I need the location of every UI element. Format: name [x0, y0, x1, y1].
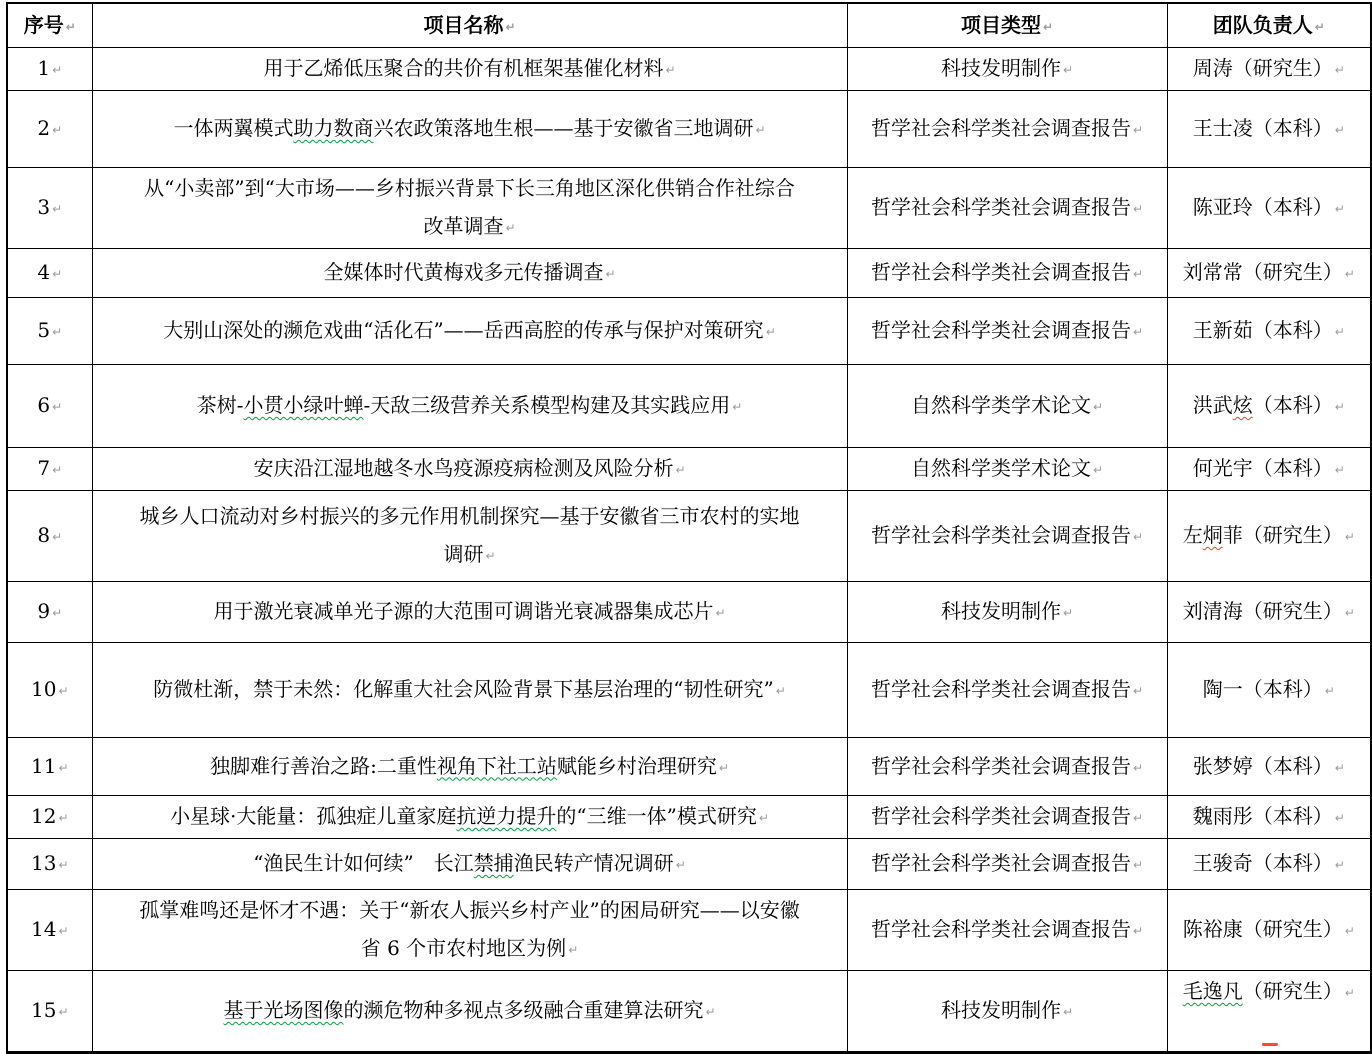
paragraph-mark-icon: ↵: [1334, 463, 1345, 477]
column-header-project-type: [847, 3, 1167, 48]
project-name-cell: [92, 48, 847, 91]
table-row: [7, 796, 1371, 839]
text-segment: 孤掌难鸣还是怀才不遇：关于“新农人振兴乡村产业”的困局研究——以安徽: [139, 898, 800, 922]
project-name-cell: [92, 839, 847, 890]
paragraph-mark-icon: ↵: [1334, 325, 1345, 339]
text-segment: 菲（研究生）: [1222, 523, 1343, 547]
project-type: 哲学社会科学类社会调查报告: [870, 677, 1131, 701]
serial-number: 9: [37, 599, 51, 623]
project-name-cell: [92, 971, 847, 1053]
paragraph-mark-icon: ↵: [1334, 63, 1345, 77]
serial-number: 1: [37, 56, 51, 80]
paragraph-mark-icon: ↵: [1344, 530, 1355, 544]
serial-number: 3: [37, 195, 51, 219]
text-segment: （本科）: [1252, 393, 1333, 417]
project-type: 哲学社会科学类社会调查报告: [870, 851, 1131, 875]
text-segment: 陶一（本科）: [1202, 677, 1323, 701]
project-type: 哲学社会科学类社会调查报告: [870, 523, 1131, 547]
paragraph-mark-icon: ↵: [1132, 924, 1144, 938]
misspelled-text-segment: 毛逸凡: [1182, 979, 1243, 1003]
table-row: [7, 582, 1371, 643]
team-leader-cell: [1167, 643, 1371, 738]
column-header-label: 项目类型: [960, 12, 1041, 37]
serial-number-cell: [7, 91, 92, 168]
serial-number: 4: [37, 260, 51, 284]
text-segment: -天敌三级营养关系模型构建及其实践应用: [363, 393, 731, 417]
paragraph-mark-icon: ↵: [52, 325, 63, 339]
text-segment: 用于激光衰减单光子源的大范围可调谐光衰减器集成芯片: [213, 599, 714, 623]
misspelled-text-segment: 小贯小绿叶蝉: [243, 393, 364, 417]
team-leader-cell: [1167, 491, 1371, 582]
serial-number-cell: [7, 448, 92, 491]
misspelled-text-segment: 抗逆力提升: [456, 804, 557, 828]
text-segment: 大别山深处的濒危戏曲“活化石”——岳西高腔的传承与保护对策研究: [163, 318, 764, 342]
team-leader-cell: [1167, 738, 1371, 796]
text-segment: 的“三维一体”模式研究: [556, 804, 757, 828]
red-dash-mark-icon: [1262, 1043, 1278, 1046]
project-type: 自然科学类学术论文: [910, 456, 1091, 480]
team-leader-cell: [1167, 839, 1371, 890]
paragraph-mark-icon: ↵: [52, 463, 63, 477]
text-segment: 王新茹（本科）: [1192, 318, 1333, 342]
serial-number-cell: [7, 491, 92, 582]
team-leader-cell: [1167, 91, 1371, 168]
serial-number: 14: [30, 917, 57, 941]
paragraph-mark-icon: ↵: [755, 123, 766, 137]
table-row: [7, 91, 1371, 168]
serial-number: 2: [37, 116, 51, 140]
text-segment: 赋能乡村治理研究: [556, 753, 717, 778]
project-type-cell: [847, 365, 1167, 448]
table-row: [7, 491, 1371, 582]
serial-number: 7: [37, 456, 51, 480]
paragraph-mark-icon: ↵: [1062, 606, 1074, 620]
project-type: 科技发明制作: [940, 56, 1061, 80]
text-segment: 渔民转产情况调研: [513, 851, 674, 875]
paragraph-mark-icon: ↵: [58, 811, 69, 825]
text-segment: 改革调查: [423, 214, 504, 238]
serial-number-cell: [7, 890, 92, 971]
serial-number: 11: [30, 753, 57, 778]
misspelled-text-segment: 禁捕: [473, 851, 514, 875]
team-leader-cell: [1167, 971, 1371, 1053]
project-type-cell: [847, 796, 1167, 839]
project-name-cell: [92, 643, 847, 738]
serial-number: 5: [37, 318, 51, 342]
table-row: [7, 298, 1371, 365]
paragraph-mark-icon: ↵: [1314, 19, 1325, 34]
text-segment: 左: [1182, 523, 1203, 547]
text-segment: 刘清海（研究生）: [1182, 599, 1343, 623]
column-header-label: 序号: [23, 12, 64, 37]
project-type: 哲学社会科学类社会调查报告: [870, 917, 1131, 941]
project-type: 哲学社会科学类社会调查报告: [870, 318, 1131, 342]
paragraph-mark-icon: ↵: [1062, 63, 1074, 77]
serial-number-cell: [7, 971, 92, 1053]
project-type-cell: [847, 249, 1167, 298]
text-segment: 周涛（研究生）: [1192, 56, 1333, 80]
projects-table: [6, 2, 1372, 1054]
table-row: [7, 971, 1371, 1053]
project-type-cell: [847, 168, 1167, 249]
paragraph-mark-icon: ↵: [58, 684, 69, 698]
paragraph-mark-icon: ↵: [1344, 606, 1355, 620]
paragraph-mark-icon: ↵: [732, 400, 743, 414]
paragraph-mark-icon: ↵: [758, 811, 769, 825]
project-type-cell: [847, 48, 1167, 91]
text-segment: 王骏奇（本科）: [1192, 851, 1333, 875]
text-segment: 张梦婷（本科）: [1192, 753, 1333, 778]
project-name-cell: [92, 91, 847, 168]
team-leader-cell: [1167, 365, 1371, 448]
paragraph-mark-icon: ↵: [1132, 123, 1144, 137]
table-row: [7, 48, 1371, 91]
misspelled-text-segment: 炫: [1232, 393, 1253, 417]
paragraph-mark-icon: ↵: [1334, 858, 1345, 872]
text-segment: 魏雨彤（本科）: [1192, 804, 1333, 828]
serial-number-cell: [7, 796, 92, 839]
table-row: [7, 168, 1371, 249]
paragraph-mark-icon: ↵: [1334, 123, 1345, 137]
paragraph-mark-icon: ↵: [1092, 400, 1104, 414]
serial-number-cell: [7, 738, 92, 796]
text-segment: 何光宇（本科）: [1192, 456, 1333, 480]
paragraph-mark-icon: ↵: [605, 267, 616, 281]
paragraph-mark-icon: ↵: [1042, 19, 1054, 34]
misspelled-text-segment: 基于光场图像: [223, 998, 344, 1022]
serial-number-cell: [7, 643, 92, 738]
paragraph-mark-icon: ↵: [58, 858, 69, 872]
text-segment: 独脚难行善治之路:二重性: [210, 753, 437, 778]
text-segment: 茶树-: [196, 393, 244, 417]
text-segment: 从“小卖部”到“大市场——乡村振兴背景下长三角地区深化供销合作社综合: [144, 176, 795, 200]
project-type-cell: [847, 298, 1167, 365]
project-type-cell: [847, 643, 1167, 738]
project-type: 自然科学类学术论文: [910, 393, 1091, 417]
paragraph-mark-icon: ↵: [65, 19, 76, 34]
paragraph-mark-icon: ↵: [52, 202, 63, 216]
paragraph-mark-icon: ↵: [715, 606, 726, 620]
project-name-cell: [92, 448, 847, 491]
paragraph-mark-icon: ↵: [52, 63, 63, 77]
text-segment: 全媒体时代黄梅戏多元传播调查: [323, 260, 604, 284]
text-segment: 防微杜渐，禁于未然：化解重大社会风险背景下基层治理的“韧性研究”: [153, 677, 774, 701]
table-row: [7, 738, 1371, 796]
text-segment: 洪武: [1192, 393, 1233, 417]
project-name-cell: [92, 168, 847, 249]
project-type-cell: [847, 448, 1167, 491]
project-type-cell: [847, 839, 1167, 890]
column-header-label: 项目名称: [423, 12, 504, 37]
paragraph-mark-icon: ↵: [1132, 267, 1144, 281]
team-leader-cell: [1167, 298, 1371, 365]
paragraph-mark-icon: ↵: [1132, 325, 1144, 339]
serial-number: 6: [37, 393, 51, 417]
paragraph-mark-icon: ↵: [765, 325, 776, 339]
text-segment: 刘常常（研究生）: [1182, 260, 1343, 284]
serial-number-cell: [7, 298, 92, 365]
misspelled-text-segment: 助力数商: [293, 116, 374, 140]
serial-number-cell: [7, 365, 92, 448]
serial-number-cell: [7, 48, 92, 91]
serial-number: 8: [37, 523, 51, 547]
table-row: [7, 890, 1371, 971]
paragraph-mark-icon: ↵: [675, 858, 686, 872]
paragraph-mark-icon: ↵: [485, 549, 496, 563]
paragraph-mark-icon: ↵: [1334, 760, 1345, 775]
column-header-label: 团队负责人: [1212, 12, 1313, 37]
paragraph-mark-icon: ↵: [58, 924, 69, 938]
project-type-cell: [847, 971, 1167, 1053]
project-type-cell: [847, 91, 1167, 168]
team-leader-cell: [1167, 168, 1371, 249]
paragraph-mark-icon: ↵: [1344, 986, 1355, 1000]
paragraph-mark-icon: ↵: [718, 760, 729, 775]
paragraph-mark-icon: ↵: [1324, 684, 1335, 698]
paragraph-mark-icon: ↵: [1132, 530, 1144, 544]
project-name-cell: [92, 249, 847, 298]
project-name-cell: [92, 365, 847, 448]
paragraph-mark-icon: ↵: [1334, 811, 1345, 825]
text-segment: 用于乙烯低压聚合的共价有机框架基催化材料: [263, 56, 664, 80]
project-name-cell: [92, 890, 847, 971]
paragraph-mark-icon: ↵: [775, 684, 786, 698]
serial-number: 10: [30, 677, 57, 701]
project-name-cell: [92, 582, 847, 643]
project-type: 哲学社会科学类社会调查报告: [870, 260, 1131, 284]
column-header-team-leader: [1167, 3, 1371, 48]
misspelled-text-segment: 视角下社工站: [436, 753, 557, 778]
project-name-cell: [92, 491, 847, 582]
project-type: 科技发明制作: [940, 599, 1061, 623]
text-segment: 安庆沿江湿地越冬水鸟疫源疫病检测及风险分析: [253, 456, 674, 480]
text-segment: 省 6 个市农村地区为例: [360, 936, 567, 960]
project-type: 科技发明制作: [940, 998, 1061, 1022]
table-row: [7, 448, 1371, 491]
paragraph-mark-icon: ↵: [675, 463, 686, 477]
paragraph-mark-icon: ↵: [705, 1005, 716, 1019]
misspelled-text-segment: 烔: [1202, 523, 1223, 547]
paragraph-mark-icon: ↵: [1132, 684, 1144, 698]
project-type: 哲学社会科学类社会调查报告: [870, 804, 1131, 828]
paragraph-mark-icon: ↵: [505, 221, 516, 235]
paragraph-mark-icon: ↵: [665, 63, 676, 77]
serial-number-cell: [7, 839, 92, 890]
project-type-cell: [847, 582, 1167, 643]
serial-number: 15: [30, 998, 57, 1022]
column-header-serial: [7, 3, 92, 48]
column-header-project-name: [92, 3, 847, 48]
project-name-cell: [92, 796, 847, 839]
project-type: 哲学社会科学类社会调查报告: [870, 753, 1131, 778]
paragraph-mark-icon: ↵: [1334, 400, 1345, 414]
team-leader-cell: [1167, 448, 1371, 491]
text-segment: 小星球·大能量：孤独症儿童家庭: [170, 804, 457, 828]
paragraph-mark-icon: ↵: [1344, 267, 1355, 281]
paragraph-mark-icon: ↵: [1062, 1005, 1074, 1019]
paragraph-mark-icon: ↵: [58, 1005, 69, 1019]
project-name-cell: [92, 738, 847, 796]
serial-number-cell: [7, 249, 92, 298]
team-leader-cell: [1167, 890, 1371, 971]
table-body: [7, 48, 1371, 1053]
serial-number: 12: [30, 804, 57, 828]
project-type: 哲学社会科学类社会调查报告: [870, 116, 1131, 140]
paragraph-mark-icon: ↵: [505, 19, 516, 34]
text-segment: “渔民生计如何续” 长江: [253, 851, 474, 875]
paragraph-mark-icon: ↵: [52, 267, 63, 281]
paragraph-mark-icon: ↵: [52, 400, 63, 414]
serial-number: 13: [30, 851, 57, 875]
table-row: [7, 365, 1371, 448]
paragraph-mark-icon: ↵: [1132, 858, 1144, 872]
team-leader-cell: [1167, 582, 1371, 643]
project-type-cell: [847, 491, 1167, 582]
text-segment: 王士凌（本科）: [1192, 116, 1333, 140]
text-segment: 陈裕康（研究生）: [1182, 917, 1343, 941]
paragraph-mark-icon: ↵: [52, 123, 63, 137]
header-row: [7, 3, 1371, 48]
paragraph-mark-icon: ↵: [52, 606, 63, 620]
paragraph-mark-icon: ↵: [52, 530, 63, 544]
table-row: [7, 643, 1371, 738]
project-name-cell: [92, 298, 847, 365]
serial-number-cell: [7, 582, 92, 643]
text-segment: 兴农政策落地生根——基于安徽省三地调研: [373, 116, 754, 140]
team-leader-cell: [1167, 796, 1371, 839]
project-type-cell: [847, 890, 1167, 971]
table-row: [7, 249, 1371, 298]
paragraph-mark-icon: ↵: [568, 943, 579, 957]
text-segment: （研究生）: [1242, 979, 1343, 1003]
paragraph-mark-icon: ↵: [1132, 811, 1144, 825]
table-row: [7, 839, 1371, 890]
text-segment: 的濒危物种多视点多级融合重建算法研究: [343, 998, 704, 1022]
text-segment: 陈亚玲（本科）: [1192, 195, 1333, 219]
team-leader-cell: [1167, 48, 1371, 91]
paragraph-mark-icon: ↵: [1132, 202, 1144, 216]
paragraph-mark-icon: ↵: [1334, 202, 1345, 216]
project-type: 哲学社会科学类社会调查报告: [870, 195, 1131, 219]
paragraph-mark-icon: ↵: [1092, 463, 1104, 477]
text-segment: 城乡人口流动对乡村振兴的多元作用机制探究—基于安徽省三市农村的实地: [139, 504, 800, 528]
project-type-cell: [847, 738, 1167, 796]
text-segment: 一体两翼模式: [173, 116, 294, 140]
serial-number-cell: [7, 168, 92, 249]
paragraph-mark-icon: ↵: [1344, 924, 1355, 938]
paragraph-mark-icon: ↵: [58, 760, 69, 775]
team-leader-cell: [1167, 249, 1371, 298]
paragraph-mark-icon: ↵: [1132, 760, 1144, 775]
text-segment: 调研: [443, 542, 484, 566]
